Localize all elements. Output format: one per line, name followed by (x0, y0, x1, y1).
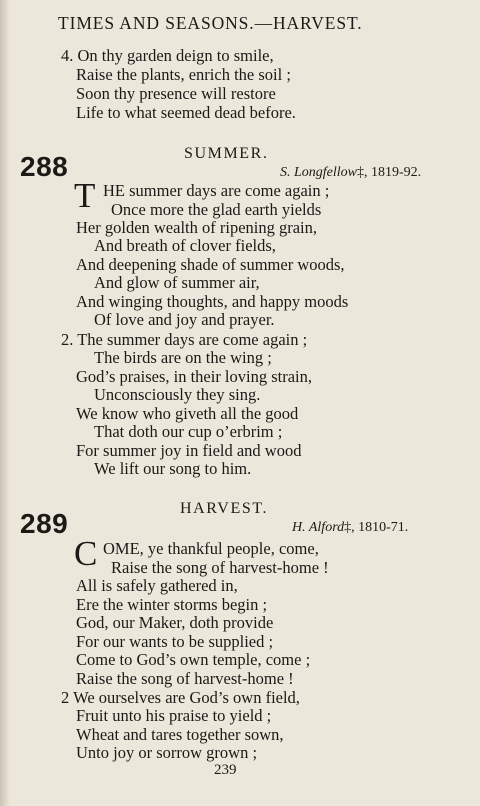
verse-line: For our wants to be supplied ; (76, 632, 274, 651)
verse-line: Her golden wealth of ripening grain, (76, 218, 318, 237)
verse-line: Come to God’s own temple, come ; (76, 650, 311, 669)
verse-line: And glow of summer air, (94, 273, 260, 292)
verse-line: And deepening shade of summer woods, (76, 255, 345, 274)
verse-line: 2 We ourselves are God’s own field, (61, 688, 300, 707)
hymn-number: 289 (20, 508, 69, 539)
verse-line: Raise the song of harvest-home ! (76, 669, 294, 688)
hymn-attribution (280, 165, 421, 181)
drop-cap: T (74, 176, 96, 215)
verse-line: Wheat and tares together sown, (76, 725, 284, 744)
verse-line: For summer joy in field and wood (76, 441, 302, 460)
verse-line: That doth our cup o’erbrim ; (94, 422, 283, 441)
verse-line: And winging thoughts, and happy moods (76, 292, 349, 311)
page-binding-edge (0, 0, 10, 806)
verse-line: The birds are on the wing ; (94, 348, 272, 367)
verse-line: We know who giveth all the good (76, 404, 299, 423)
author-name: H. Alford (292, 520, 345, 535)
verse-line: And breath of clover fields, (94, 236, 276, 255)
running-header: TIMES AND SEASONS.—HARVEST. (58, 13, 363, 33)
verse-line: Life to what seemed dead before. (76, 103, 296, 122)
verse-line: Soon thy presence will restore (76, 84, 276, 103)
hymn-number: 288 (20, 151, 69, 182)
verse-line: Fruit unto his praise to yield ; (76, 706, 272, 725)
verse-line: Of love and joy and prayer. (94, 310, 275, 329)
verse-line: All is safely gathered in, (76, 576, 238, 595)
verse-line: 2. The summer days are come again ; (61, 330, 308, 349)
verse-line: OME, ye thankful people, come, (103, 539, 319, 558)
author-name: S. Longfellow (280, 165, 358, 180)
verse-line: God’s praises, in their loving strain, (76, 367, 313, 386)
verse-line: Once more the glad earth yields (111, 200, 322, 219)
verse-line: HE summer days are come again ; (103, 181, 330, 200)
page-number: 239 (214, 762, 237, 778)
verse-line: Raise the song of harvest-home ! (111, 558, 329, 577)
hymn-title: SUMMER. (184, 145, 269, 162)
drop-cap: C (74, 534, 98, 573)
verse-line: Raise the plants, enrich the soil ; (76, 65, 291, 84)
verse-line: Unconsciously they sing. (94, 385, 261, 404)
hymn-title: HARVEST. (180, 500, 269, 517)
verse-line: Unto joy or sorrow grown ; (76, 743, 258, 762)
verse-line: God, our Maker, doth provide (76, 613, 274, 632)
verse-line: 4. On thy garden deign to smile, (61, 46, 274, 65)
author-dates: ‡, 1810-71. (344, 520, 409, 535)
verse-line: Ere the winter storms begin ; (76, 595, 268, 614)
author-dates: ‡, 1819-92. (357, 165, 422, 180)
hymn-attribution (292, 520, 408, 536)
verse-line: We lift our song to him. (94, 459, 252, 478)
